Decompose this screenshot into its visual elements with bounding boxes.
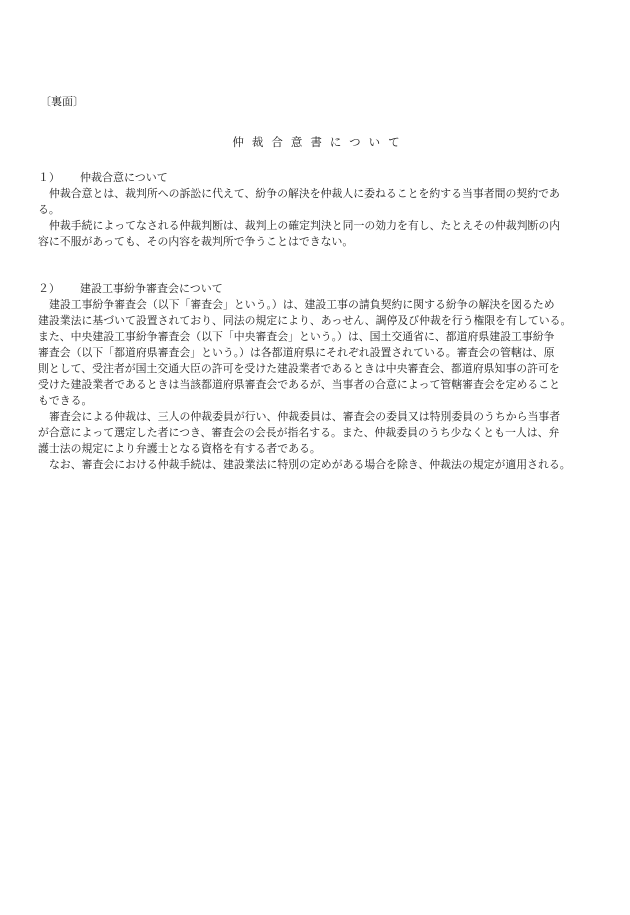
section-heading [38,281,606,297]
paragraph-line: 受けた建設業者であるときは当該都道府県審査会であるが、当事者の合意によって管轄審査会を定めること [38,378,560,391]
paragraph-line: る。 [38,203,60,216]
section-arbitration-agreement [38,170,606,250]
paragraph-line: 容に不服があっても、その内容を裁判所で争うことはできない。 [38,235,354,248]
paragraph-line: 審査会（以下「都道府県審査会」という。）は各都道府県にそれぞれ設置されている。審査会の管轄は、原 [38,346,555,359]
section-heading-text: 建設工事紛争審査会について [80,282,223,295]
paragraph-line: 建設業法に基づいて設置されており、同法の規定により、あっせん、調停及び仲裁を行う権限を有している。 [38,314,572,327]
section-number: １） [38,171,60,184]
paragraph-line: また、中央建設工事紛争審査会（以下「中央審査会」という。）は、国土交通省に、都道府県建設工事紛争 [38,330,555,343]
paragraph-line: 審査会による仲裁は、三人の仲裁委員が行い、仲裁委員は、審査会の委員又は特別委員のうちから当事者 [49,410,561,423]
section-dispute-committee [38,281,606,473]
document-title: 仲裁合意書について [232,135,408,149]
side-label: 〔裏面〕 [40,95,84,108]
section-heading [38,170,606,186]
paragraph [38,297,606,409]
paragraph-line: 護士法の規定により弁護士となる資格を有する者である。 [38,442,321,455]
paragraph-line: 建設工事紛争審査会（以下「審査会」という。）は、建設工事の請負契約に関する紛争の解決を図るため [49,298,555,311]
paragraph-line: 仲裁手続によってなされる仲裁判断は、裁判上の確定判決と同一の効力を有し、たとえその仲裁判断の内 [49,219,561,232]
paragraph [38,409,606,457]
paragraph [38,186,606,218]
paragraph [38,457,606,473]
section-heading-text: 仲裁合意について [80,171,168,184]
paragraph-line: 則として、受注者が国土交通大臣の許可を受けた建設業者であるときは中央審査会、都道府県知事の許可を [38,362,560,375]
paragraph-line: 仲裁合意とは、裁判所への訴訟に代えて、紛争の解決を仲裁人に委ねることを約する当事者間の契約であ [49,187,560,200]
paragraph-line: なお、審査会における仲裁手続は、建設業法に特別の定めがある場合を除き、仲裁法の規定が適用される。 [49,458,571,471]
paragraph-line: もできる。 [38,394,93,407]
paragraph-line: が合意によって選定した者につき、審査会の会長が指名する。また、仲裁委員のうち少なくとも一人は、弁 [38,426,560,439]
section-number: ２） [38,282,60,295]
paragraph [38,218,606,250]
